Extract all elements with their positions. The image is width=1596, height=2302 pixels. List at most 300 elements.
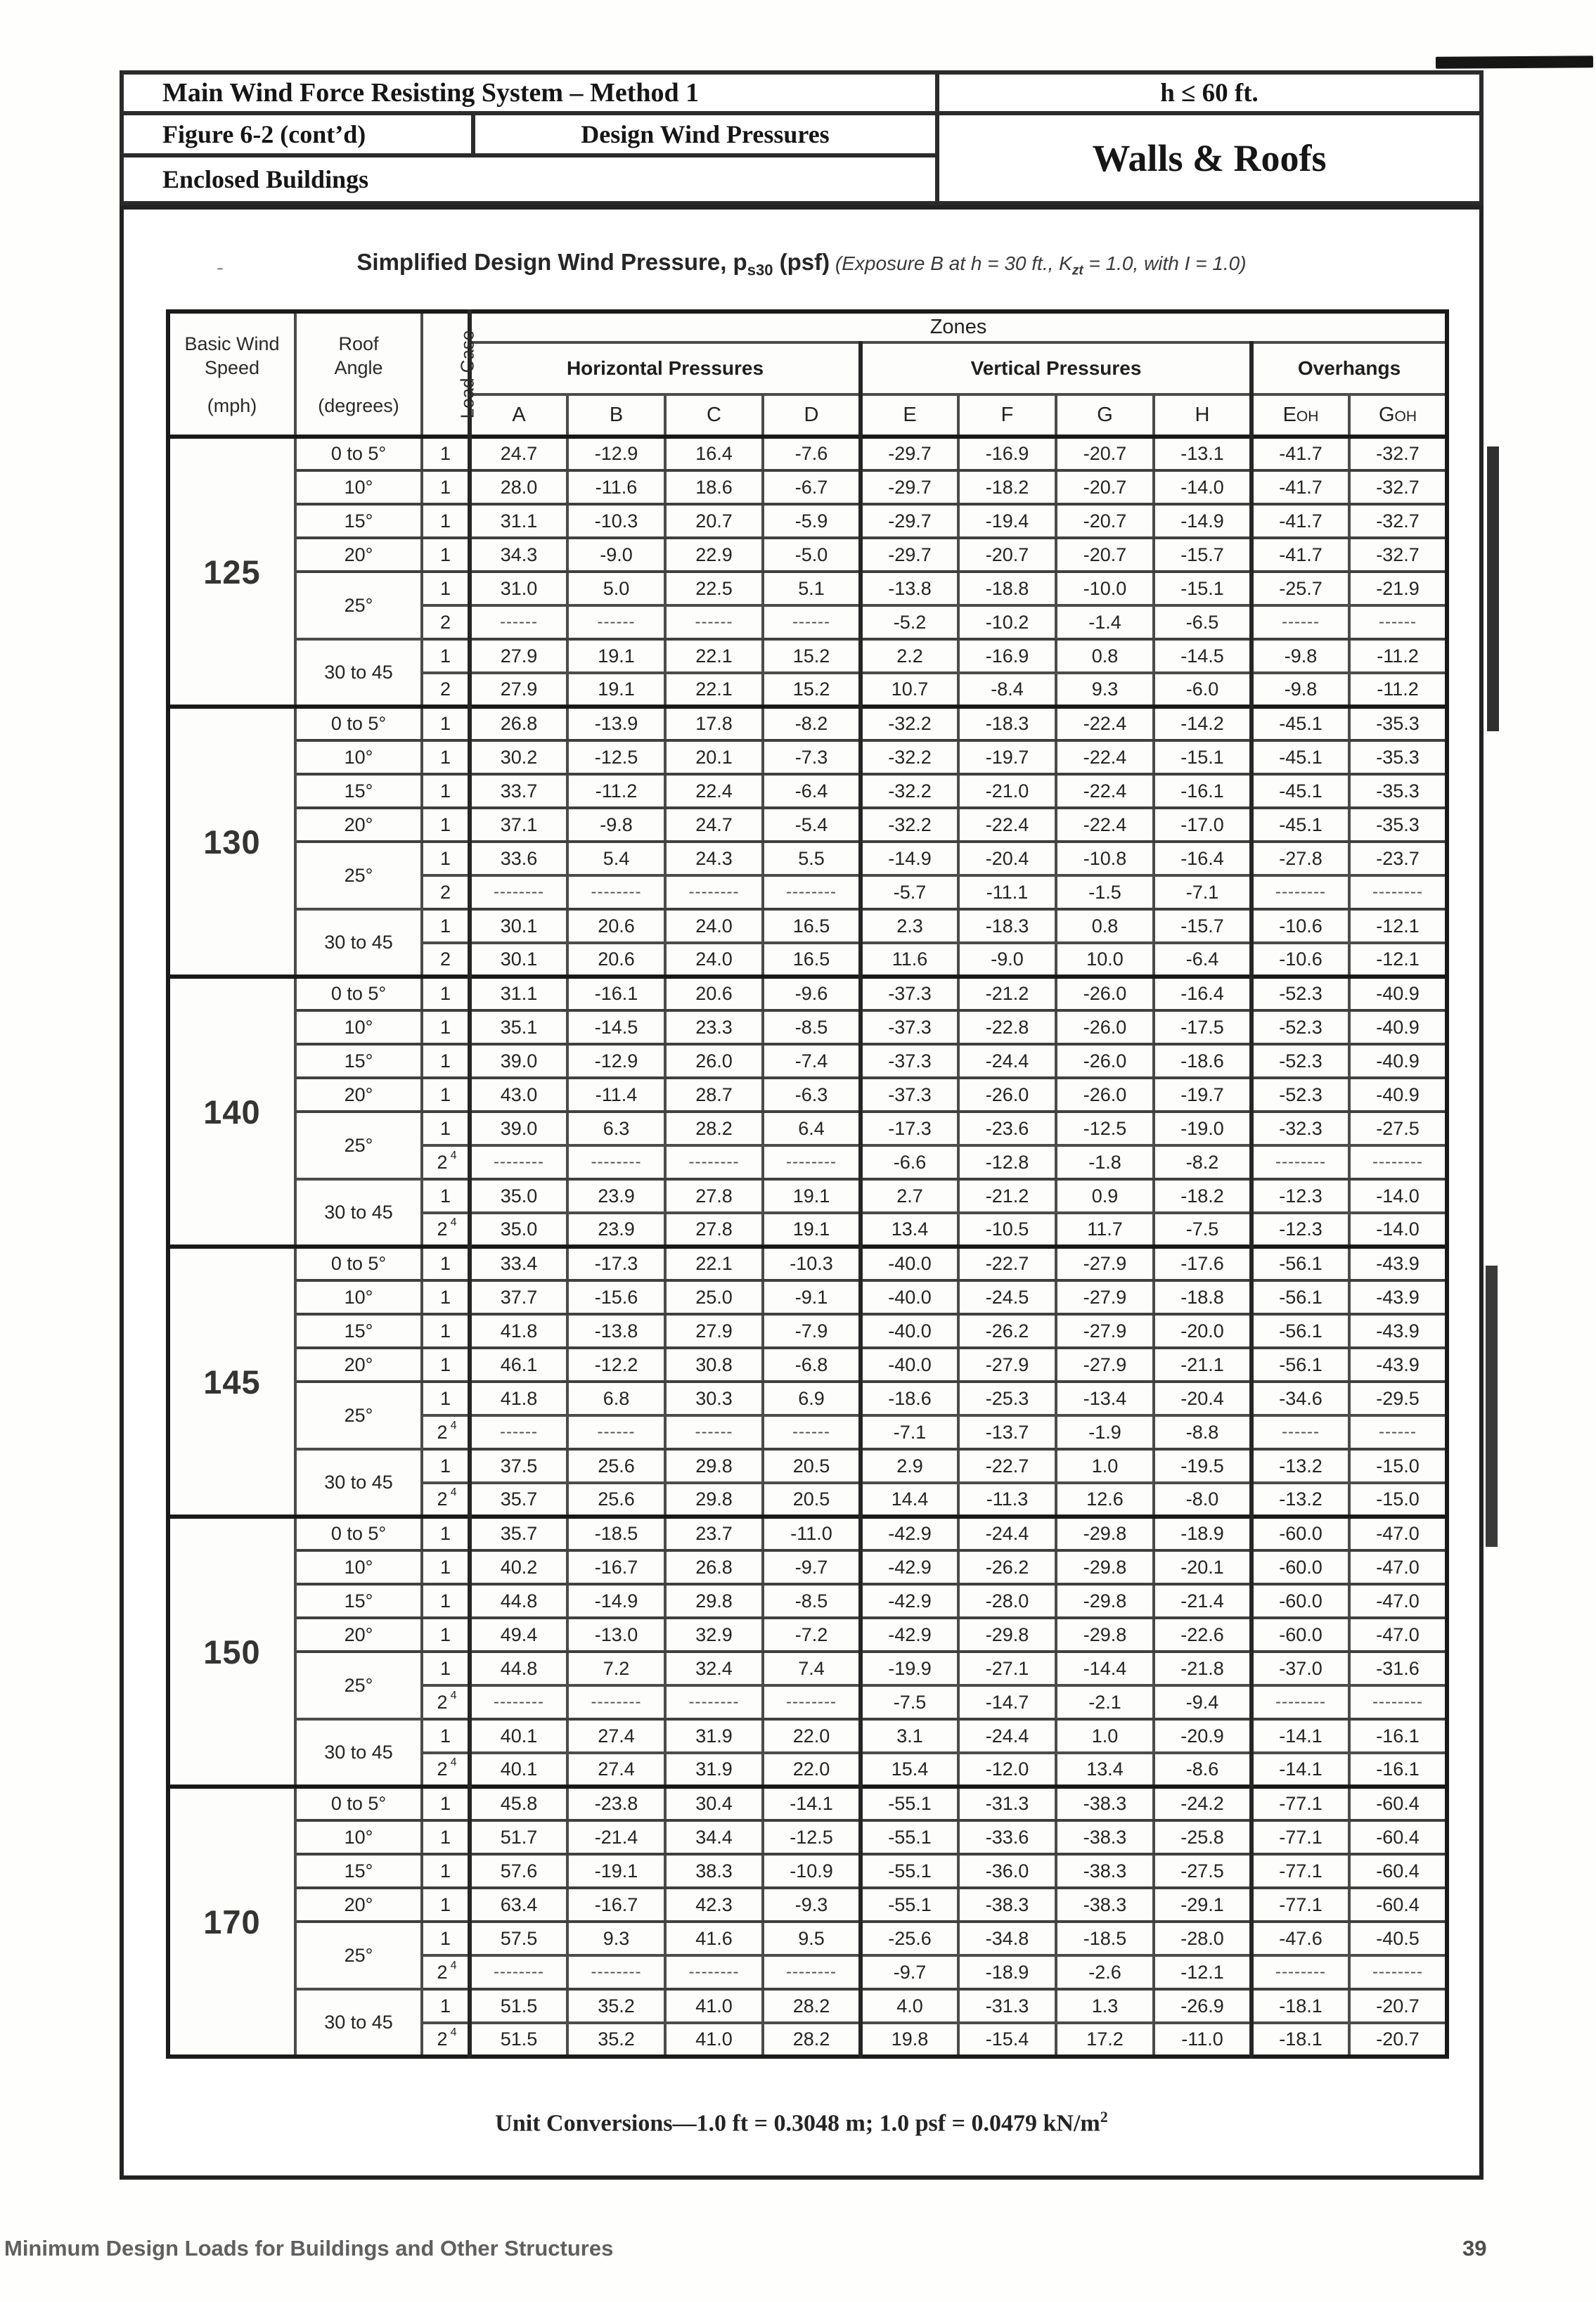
pressure-cell: -40.9 [1349,1044,1447,1078]
load-case-label: 1 [422,977,470,1010]
pressure-cell: 0.8 [1056,909,1154,943]
pressure-cell: 7.4 [763,1652,861,1685]
col-header-load-case [422,311,478,437]
pressure-cell: -37.0 [1251,1652,1349,1685]
pressure-cell: 26.8 [470,707,567,740]
pressure-cell: -14.1 [1251,1753,1349,1787]
pressure-cell: 32.4 [665,1652,763,1685]
pressure-cell: -21.1 [1154,1348,1251,1382]
pressure-cell: -22.4 [958,808,1056,842]
load-case-label: 1 [422,1517,470,1550]
pressure-cell: -13.1 [1154,437,1251,470]
pressure-cell: -47.0 [1349,1550,1447,1584]
pressure-cell: -29.5 [1349,1382,1447,1415]
pressure-cell: 17.2 [1056,2023,1154,2057]
pressure-cell: 16.4 [665,437,763,470]
pressure-cell: 30.3 [665,1382,763,1415]
pressure-cell: 5.1 [763,572,861,605]
pressure-cell: -18.5 [567,1517,665,1550]
vertical-pressures-header: Vertical Pressures [861,342,1251,394]
pressure-cell: -5.0 [763,538,861,572]
pressure-cell: 15.4 [861,1753,958,1787]
wind-speed-label: 145 [168,1247,295,1517]
pressure-cell: -9.8 [1251,673,1349,707]
pressure-cell: -35.3 [1349,740,1447,774]
table-row [168,909,1447,943]
figure-body [120,205,1484,2180]
pressure-cell: -29.1 [1154,1888,1251,1922]
pressure-cell: 13.4 [861,1213,958,1247]
table-row [168,1652,1447,1685]
pressure-cell: -23.8 [567,1787,665,1820]
pressure-cell: -9.7 [763,1550,861,1584]
zone-c-header: C [665,394,763,437]
pressure-cell: 20.1 [665,740,763,774]
load-case-label: 2 $^4$ [422,1685,470,1719]
load-case-label: 2 $^4$ [422,1415,470,1449]
roof-angle-label: 30 to 45 [295,1179,422,1247]
pressure-cell: -10.5 [958,1213,1056,1247]
roof-angle-label: 30 to 45 [295,1449,422,1517]
load-case-label: 1 [422,504,470,538]
pressure-cell: -29.7 [861,437,958,470]
pressure-cell: -20.1 [1154,1550,1251,1584]
pressure-cell: ------ [665,1415,763,1449]
pressure-cell: -19.9 [861,1652,958,1685]
load-case-label: 1 [422,1078,470,1112]
pressure-cell: 51.7 [470,1820,567,1854]
pressure-cell: 57.6 [470,1854,567,1888]
table-row [168,1247,1447,1280]
roof-angle-label: 30 to 45 [295,1989,422,2057]
load-case-label: 1 [422,909,470,943]
pressure-cell: -12.2 [567,1348,665,1382]
pressure-cell: -8.5 [763,1584,861,1618]
pressure-cell: -12.3 [1251,1213,1349,1247]
pressure-cell: 29.8 [665,1483,763,1517]
pressure-cell: -43.9 [1349,1314,1447,1348]
pressure-cell: -21.0 [958,774,1056,808]
pressure-cell: -9.3 [763,1888,861,1922]
pressure-cell: 12.6 [1056,1483,1154,1517]
footnote-marker: 4 [450,1216,457,1228]
roof-angle-label: 15° [295,1584,422,1618]
pressure-cell: 44.8 [470,1652,567,1685]
pressure-cell: -13.8 [567,1314,665,1348]
pressure-cell: 23.9 [567,1179,665,1213]
pressure-cell: 25.6 [567,1483,665,1517]
eoh-sub: OH [1296,409,1319,425]
pressure-cell: -15.6 [567,1280,665,1314]
pressure-cell: 27.8 [665,1179,763,1213]
pressure-cell: -------- [470,1955,567,1989]
pressure-cell: 41.0 [665,2023,763,2057]
pressure-cell: -38.3 [1056,1787,1154,1820]
pressure-cell: -18.6 [861,1382,958,1415]
table-title [124,249,1479,280]
load-case-rotated-label: Load Case [456,330,478,418]
pressure-cell: -7.3 [763,740,861,774]
table-row [168,1078,1447,1112]
pressure-cell: -27.9 [1056,1247,1154,1280]
footnote-marker: 4 [450,1486,457,1498]
pressure-cell: -52.3 [1251,1044,1349,1078]
pressure-cell: -43.9 [1349,1280,1447,1314]
unit-conversions-text: Unit Conversions—1.0 ft = 0.3048 m; 1.0 psf = 0.0479 kN/m [495,2110,1100,2137]
load-case-label: 2 [422,943,470,977]
table-row [168,639,1447,673]
pressure-cell: -7.2 [763,1618,861,1652]
pressure-cell: -29.8 [958,1618,1056,1652]
unit-conversions-sup: 2 [1100,2108,1108,2126]
pressure-cell: -10.6 [1251,943,1349,977]
scan-artifact: - [217,256,224,279]
speed-header-unit: (mph) [207,395,257,416]
pressure-cell: 42.3 [665,1888,763,1922]
pressure-cell: -60.4 [1349,1888,1447,1922]
pressure-cell: 20.7 [665,504,763,538]
pressure-cell: 28.2 [665,1112,763,1145]
wind-pressure-table [166,309,1449,2059]
pressure-cell: 35.1 [470,1010,567,1044]
table-row [168,1787,1447,1820]
roof-angle-label: 15° [295,774,422,808]
pressure-cell: -19.7 [958,740,1056,774]
roof-angle-label: 25° [295,1922,422,1989]
pressure-cell: 33.4 [470,1247,567,1280]
pressure-cell: 31.9 [665,1753,763,1787]
pressure-cell: 31.0 [470,572,567,605]
pressure-cell: 22.0 [763,1753,861,1787]
exposure-note-end: = 1.0, with I = 1.0) [1083,252,1247,274]
pressure-cell: 34.4 [665,1820,763,1854]
pressure-cell: -14.5 [1154,639,1251,673]
pressure-cell: -------- [1349,1145,1447,1179]
table-row [168,504,1447,538]
figure-header-right [939,75,1479,201]
pressure-cell: -52.3 [1251,977,1349,1010]
pressure-cell: -25.7 [1251,572,1349,605]
load-case-label: 1 [422,1618,470,1652]
pressure-cell: -77.1 [1251,1820,1349,1854]
pressure-cell: -21.4 [567,1820,665,1854]
pressure-cell: 19.8 [861,2023,958,2057]
pressure-cell: 46.1 [470,1348,567,1382]
roof-angle-label: 25° [295,1112,422,1179]
footnote-marker: 4 [450,1959,457,1972]
overhangs-header: Overhangs [1251,342,1447,394]
roof-angle-label: 20° [295,1348,422,1382]
pressure-cell: 1.3 [1056,1989,1154,2023]
pressure-cell: 49.4 [470,1618,567,1652]
wind-speed-label: 150 [168,1517,295,1787]
pressure-cell: -6.3 [763,1078,861,1112]
pressure-cell: 31.9 [665,1719,763,1753]
pressure-cell: -29.7 [861,470,958,504]
pressure-cell: 28.2 [763,2023,861,2057]
roof-angle-label: 25° [295,1382,422,1449]
table-title-units: (psf) [773,249,830,275]
pressure-cell: -------- [470,875,567,909]
pressure-cell: -13.0 [567,1618,665,1652]
load-case-label: 1 [422,1010,470,1044]
load-case-label: 1 [422,1044,470,1078]
pressure-cell: -22.4 [1056,774,1154,808]
pressure-cell: 29.8 [665,1449,763,1483]
pressure-cell: 6.8 [567,1382,665,1415]
roof-angle-label: 0 to 5° [295,1517,422,1550]
unit-conversions [124,2108,1479,2137]
speed-section-150 [168,1517,1447,1787]
pressure-cell: -43.9 [1349,1348,1447,1382]
building-type-cell [124,157,935,201]
pressure-cell: 20.6 [665,977,763,1010]
pressure-cell: 23.9 [567,1213,665,1247]
pressure-cell: -13.7 [958,1415,1056,1449]
pressure-cell: -35.3 [1349,707,1447,740]
pressure-cell: -2.1 [1056,1685,1154,1719]
pressure-cell: -27.9 [1056,1280,1154,1314]
table-row [168,1888,1447,1922]
pressure-cell: 10.0 [1056,943,1154,977]
table-row [168,1010,1447,1044]
table-row [168,1112,1447,1145]
pressure-cell: ------ [1251,605,1349,639]
zone-goh-header [1349,394,1447,437]
pressure-cell: -7.5 [861,1685,958,1719]
pressure-cell: -32.2 [861,740,958,774]
pressure-cell: 2.3 [861,909,958,943]
height-limit-cell [939,75,1479,115]
table-row [168,1348,1447,1382]
pressure-cell: -21.4 [1154,1584,1251,1618]
pressure-cell: -------- [665,1685,763,1719]
pressure-cell: -31.3 [958,1787,1056,1820]
pressure-cell: ------ [665,605,763,639]
pressure-cell: 45.8 [470,1787,567,1820]
pressure-cell: -------- [763,1955,861,1989]
pressure-cell: -33.6 [958,1820,1056,1854]
pressure-cell: 14.4 [861,1483,958,1517]
table-row [168,977,1447,1010]
pressure-cell: -20.7 [1349,1989,1447,2023]
pressure-cell: 27.4 [567,1753,665,1787]
pressure-cell: 3.1 [861,1719,958,1753]
pressure-cell: -47.6 [1251,1922,1349,1955]
pressure-cell: -47.0 [1349,1584,1447,1618]
table-title-bold: Simplified Design Wind Pressure, p [356,249,747,275]
pressure-cell: -32.2 [861,707,958,740]
pressure-cell: 38.3 [665,1854,763,1888]
pressure-cell: 28.0 [470,470,567,504]
pressure-cell: 0.9 [1056,1179,1154,1213]
pressure-cell: 35.2 [567,1989,665,2023]
wind-speed-label: 125 [168,437,295,707]
pressure-cell: -6.5 [1154,605,1251,639]
pressure-cell: -25.3 [958,1382,1056,1415]
pressure-cell: -15.4 [958,2023,1056,2057]
pressure-cell: 37.1 [470,808,567,842]
pressure-cell: 22.0 [763,1719,861,1753]
zone-g-header: G [1056,394,1154,437]
pressure-cell: 1.0 [1056,1719,1154,1753]
roof-angle-label: 20° [295,1888,422,1922]
pressure-cell: -47.0 [1349,1618,1447,1652]
pressure-cell: 63.4 [470,1888,567,1922]
pressure-cell: 40.2 [470,1550,567,1584]
pressure-cell: 28.7 [665,1078,763,1112]
pressure-cell: -29.7 [861,538,958,572]
zone-f-header: F [958,394,1056,437]
pressure-cell: -55.1 [861,1787,958,1820]
pressure-cell: -41.7 [1251,504,1349,538]
footnote-marker: 4 [450,1149,457,1162]
footnote-marker: 4 [450,1689,457,1702]
zone-h-header: H [1154,394,1251,437]
pressure-cell: -7.1 [861,1415,958,1449]
roof-angle-label: 10° [295,1820,422,1854]
pressure-cell: -12.9 [567,437,665,470]
pressure-cell: -5.4 [763,808,861,842]
pressure-cell: -38.3 [1056,1820,1154,1854]
pressure-cell: -------- [1251,1685,1349,1719]
pressure-cell: 17.8 [665,707,763,740]
pressure-cell: 29.8 [665,1584,763,1618]
load-case-label: 1 [422,1584,470,1618]
load-case-label: 1 [422,1449,470,1483]
pressure-cell: -31.3 [958,1989,1056,2023]
pressure-cell: -14.0 [1349,1213,1447,1247]
pressure-cell: -56.1 [1251,1348,1349,1382]
pressure-cell: -26.0 [958,1078,1056,1112]
pressure-cell: 24.0 [665,909,763,943]
pressure-cell: -32.7 [1349,470,1447,504]
pressure-cell: -16.1 [1349,1753,1447,1787]
pressure-cell: 37.7 [470,1280,567,1314]
pressure-cell: 33.7 [470,774,567,808]
pressure-cell: -20.7 [958,538,1056,572]
pressure-cell: -17.5 [1154,1010,1251,1044]
pressure-cell: -------- [1251,875,1349,909]
pressure-cell: -12.1 [1154,1955,1251,1989]
pressure-cell: 19.1 [763,1179,861,1213]
pressure-cell: 27.8 [665,1213,763,1247]
pressure-cell: 16.5 [763,943,861,977]
pressure-cell: 35.7 [470,1483,567,1517]
pressure-cell: -26.2 [958,1550,1056,1584]
pressure-cell: 51.5 [470,1989,567,2023]
pressure-cell: -13.4 [1056,1382,1154,1415]
roof-angle-label: 10° [295,1280,422,1314]
load-case-label: 1 [422,1854,470,1888]
pressure-cell: -8.4 [958,673,1056,707]
scan-artifact [1486,1266,1498,1547]
pressure-cell: -52.3 [1251,1010,1349,1044]
pressure-cell: 20.5 [763,1483,861,1517]
table-row [168,1550,1447,1584]
roof-angle-label: 30 to 45 [295,1719,422,1787]
zone-eoh-header [1251,394,1349,437]
pressure-cell: -34.6 [1251,1382,1349,1415]
pressure-cell: -9.0 [958,943,1056,977]
pressure-cell: -40.0 [861,1280,958,1314]
pressure-cell: 41.8 [470,1314,567,1348]
pressure-cell: -15.0 [1349,1483,1447,1517]
pressure-cell: -------- [763,1145,861,1179]
pressure-cell: 35.0 [470,1213,567,1247]
pressure-cell: -27.9 [1056,1314,1154,1348]
pressure-cell: 9.3 [1056,673,1154,707]
pressure-cell: -20.9 [1154,1719,1251,1753]
pressure-cell: -20.7 [1056,437,1154,470]
table-row [168,1584,1447,1618]
roof-angle-label: 20° [295,1078,422,1112]
system-title: Main Wind Force Resisting System – Method 1 [162,78,700,108]
pressure-cell: -10.2 [958,605,1056,639]
pressure-cell: -5.7 [861,875,958,909]
pressure-cell: -27.8 [1251,842,1349,875]
pressure-cell: -6.4 [1154,943,1251,977]
pressure-cell: 10.7 [861,673,958,707]
pressure-cell: -2.6 [1056,1955,1154,1989]
pressure-cell: 31.1 [470,977,567,1010]
roof-angle-label: 15° [295,1044,422,1078]
load-case-label: 1 [422,1382,470,1415]
pressure-cell: 20.6 [567,943,665,977]
pressure-cell: -40.9 [1349,1078,1447,1112]
pressure-cell: -------- [665,1955,763,1989]
pressure-cell: 27.9 [470,639,567,673]
angle-header-unit: (degrees) [318,395,399,416]
pressure-cell: 15.2 [763,639,861,673]
pressure-cell: -45.1 [1251,740,1349,774]
pressure-cell: -38.3 [958,1888,1056,1922]
pressure-cell: -------- [763,1685,861,1719]
pressure-cell: -41.7 [1251,470,1349,504]
pressure-cell: -16.1 [1349,1719,1447,1753]
pressure-cell: -15.1 [1154,572,1251,605]
load-case-label: 2 $^4$ [422,1753,470,1787]
pressure-cell: 35.0 [470,1179,567,1213]
pressure-cell: -55.1 [861,1854,958,1888]
pressure-cell: -16.4 [1154,842,1251,875]
pressure-cell: -26.0 [1056,977,1154,1010]
load-case-label: 1 [422,1314,470,1348]
pressure-cell: -13.9 [567,707,665,740]
pressure-cell: -18.1 [1251,2023,1349,2057]
table-row [168,1179,1447,1213]
roof-angle-label: 25° [295,572,422,639]
table-row [168,470,1447,504]
pressure-cell: -11.3 [958,1483,1056,1517]
pressure-cell: 9.5 [763,1922,861,1955]
table-row [168,1854,1447,1888]
pressure-cell: -29.8 [1056,1618,1154,1652]
load-case-label: 1 [422,1348,470,1382]
pressure-cell: -18.5 [1056,1922,1154,1955]
table-row [168,1989,1447,2023]
pressure-cell: -6.7 [763,470,861,504]
pressure-cell: -24.4 [958,1044,1056,1078]
pressure-cell: -47.0 [1349,1517,1447,1550]
zone-b-header: B [567,394,665,437]
pressure-cell: 19.1 [763,1213,861,1247]
scan-artifact [1436,56,1593,69]
pressure-cell: -9.0 [567,538,665,572]
pressure-cell: 30.8 [665,1348,763,1382]
pressure-cell: -------- [470,1145,567,1179]
pressure-cell: -1.8 [1056,1145,1154,1179]
